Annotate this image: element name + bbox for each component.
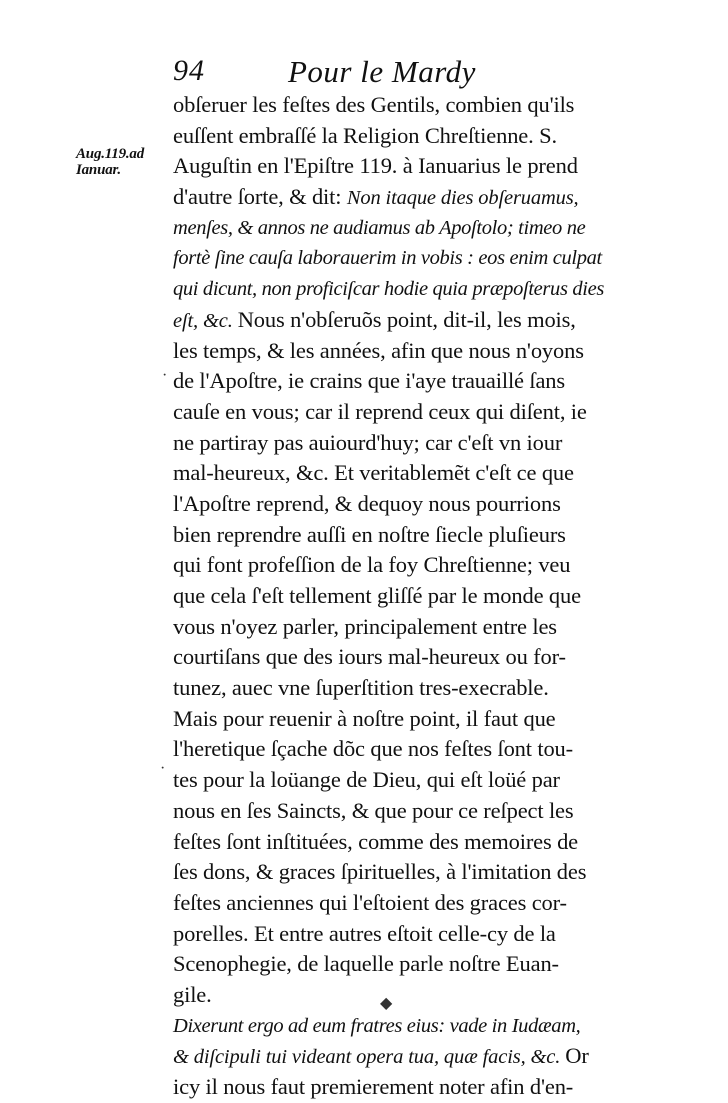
text-line: menſes, & annos ne audiamus ab Apoſtolo; timeo ne (173, 216, 586, 239)
text-line: tunez, auec vne ſuperſtition tres-execrable. (173, 675, 549, 701)
text-line (173, 1041, 599, 1072)
text-line: qui dicunt, non proficiſcar hodie quia præpoſterus dies (173, 278, 604, 301)
text-line: obſeruer les feſtes des Gentils, combien qu'ils (173, 92, 575, 117)
roman-run: d'autre ſorte, & dit: (173, 184, 347, 210)
text-line: Scenophegie, de laquelle parle noſtre Euan- (173, 951, 559, 977)
text-line: gile. (173, 981, 212, 1007)
text-line (173, 305, 599, 336)
text-line: bien reprendre auſſi en noſtre ſiecle pluſieurs (173, 521, 566, 547)
running-head: Pour le Mardy (288, 54, 476, 89)
body-text (173, 90, 604, 1103)
text-line: fortè ſine cauſa laborauerim in vobis : eos enim culpat (173, 247, 602, 270)
text-line: Mais pour reuenir à noſtre point, il faut que (173, 705, 556, 731)
text-line: qui font profeſſion de la foy Chreſtienne; veu (173, 552, 571, 578)
text-line: euſſent embraſſé la Religion Chreſtienne. S. (173, 122, 557, 148)
text-line: ne partiray pas auiourd'huy; car c'eſt vn iour (173, 429, 563, 455)
text-line: porelles. Et entre autres eſtoit celle-cy de la (173, 920, 556, 946)
italic-run: eſt, &c. (173, 309, 238, 332)
text-line: vous n'oyez parler, principalement entre les (173, 613, 557, 639)
text-line: courtiſans que des iours mal-heureux ou for- (173, 644, 566, 670)
text-line: feſtes anciennes qui l'eſtoient des graces cor- (173, 889, 567, 915)
margin-note-line: Aug.119.ad (76, 146, 145, 162)
italic-run: & diſcipuli tui videant opera tua, quæ facis, &c. (173, 1046, 566, 1069)
page-header (170, 54, 610, 94)
text-line: mal-heureux, &c. Et veritablemẽt c'eſt ce que (173, 460, 574, 486)
text-line: Auguſtin en l'Epiſtre 119. à Ianuarius le prend (173, 153, 578, 179)
text-line: de l'Apoſtre, ie crains que i'aye trauaillé ſans (173, 368, 565, 394)
ornament-mark: ◆ (380, 995, 393, 1012)
roman-run: Nous n'obſeruõs point, dit-il, les mois, (237, 306, 576, 332)
margin-note (76, 146, 176, 178)
margin-dot: · (162, 367, 168, 384)
text-line: tes pour la loüange de Dieu, qui eſt loüé par (173, 767, 560, 793)
text-line: l'heretique ſçache dõc que nos feſtes ſont tou- (173, 736, 573, 762)
italic-run: Non itaque dies obſeruamus, (346, 187, 579, 210)
text-line: l'Apoſtre reprend, & dequoy nous pourrions (173, 490, 561, 516)
page-number: 94 (173, 54, 205, 87)
text-line: les temps, & les années, afin que nous n'oyons (173, 337, 584, 363)
text-line: icy il nous faut premierement noter afin d'en- (173, 1074, 574, 1099)
text-line: feſtes ſont inſtituées, comme des memoires de (173, 828, 579, 854)
text-line: que cela ſ'eſt tellement gliſſé par le monde que (173, 583, 581, 608)
margin-note-line: Ianuar. (76, 162, 121, 178)
text-line (173, 182, 599, 213)
text-line: ſes dons, & graces ſpirituelles, à l'imitation des (173, 859, 587, 885)
roman-run: Or (565, 1043, 589, 1069)
text-line: Dixerunt ergo ad eum fratres eius: vade in Iudæam, (173, 1014, 581, 1037)
margin-dot: · (160, 760, 166, 777)
text-line: nous en ſes Saincts, & que pour ce reſpect les (173, 797, 574, 823)
text-line: cauſe en vous; car il reprend ceux qui diſent, ie (173, 398, 587, 424)
